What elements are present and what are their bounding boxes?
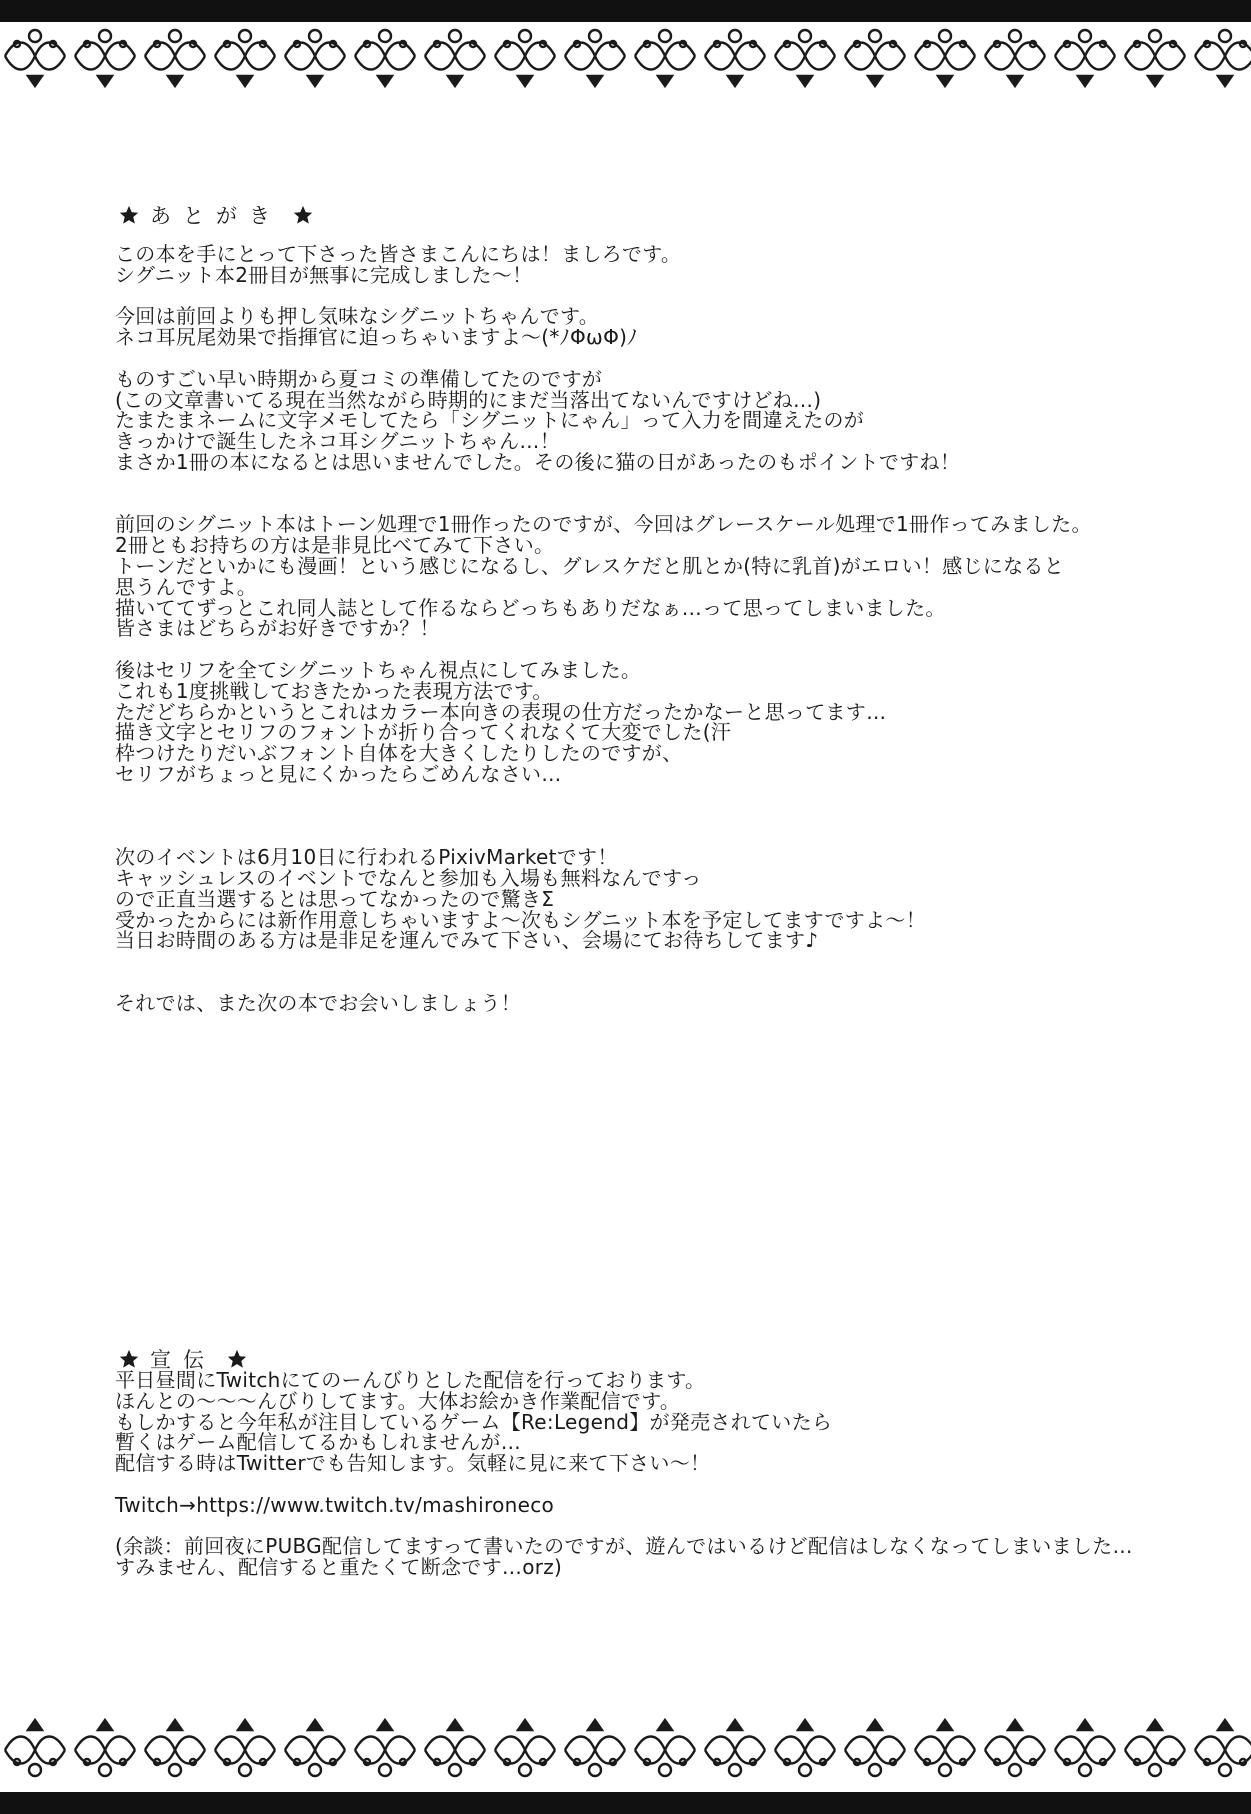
border-ornament bbox=[845, 1720, 905, 1776]
afterword-title: あとがき bbox=[150, 204, 282, 228]
afterword-line: 受かったからには新作用意しちゃいますよ〜次もシグニット本を予定してますですよ〜！ bbox=[115, 907, 926, 932]
border-ornament bbox=[705, 1720, 765, 1776]
border-ornament bbox=[775, 30, 835, 86]
afterword-line: 描き文字とセリフのフォントが折り合ってくれなくて大変でした(汗 bbox=[115, 720, 732, 745]
afterword-line: ものすごい早い時期から夏コミの準備してたのですが bbox=[115, 366, 603, 391]
afterword-line: 皆さまはどちらがお好きですか？！ bbox=[115, 616, 440, 641]
promo-line: 配信する時はTwitterでも告知します。気軽に見に来て下さい〜！ bbox=[115, 1451, 711, 1476]
bottom-ornament-border bbox=[0, 1708, 1251, 1792]
afterword-line: ので正直当選するとは思ってなかったので驚きΣ bbox=[115, 886, 555, 911]
afterword-line bbox=[115, 473, 1092, 494]
promo-line: すみません、配信すると重たくて断念です…orz) bbox=[115, 1555, 563, 1580]
afterword-line bbox=[115, 639, 1092, 660]
afterword-line: 後はセリフを全てシグニットちゃん視点にしてみました。 bbox=[115, 657, 642, 682]
border-ornament bbox=[845, 30, 905, 86]
border-ornament bbox=[495, 30, 555, 86]
afterword-line: セリフがちょっと見にくかったらごめんなさい… bbox=[115, 761, 562, 786]
promo-body bbox=[115, 1370, 1133, 1578]
top-ornament-border bbox=[0, 22, 1251, 90]
afterword-line: ただどちらかというとこれはカラー本向きの表現の仕方だったかなーと思ってます… bbox=[115, 699, 887, 724]
afterword-line: 当日お時間のある方は是非足を運んでみて下さい、会場にてお待ちしてます♪ bbox=[115, 928, 819, 953]
border-ornament bbox=[215, 1720, 275, 1776]
border-ornament bbox=[775, 1720, 835, 1776]
promo-line: 暫くはゲーム配信してるかもしれませんが… bbox=[115, 1430, 521, 1455]
border-ornament bbox=[75, 1720, 135, 1776]
star-icon bbox=[118, 204, 140, 226]
border-ornament bbox=[215, 30, 275, 86]
star-icon bbox=[226, 1348, 248, 1370]
afterword-line: きっかけで誕生したネコ耳シグニットちゃん…！ bbox=[115, 429, 560, 454]
afterword-line bbox=[115, 494, 1092, 515]
border-ornament bbox=[5, 1720, 65, 1776]
promo-line: ほんとの〜〜〜んびりしてます。大体お絵かき作業配信です。 bbox=[115, 1388, 681, 1413]
afterword-line bbox=[115, 785, 1092, 806]
afterword-line: トーンだといかにも漫画！という感じになるし、グレスケだと肌とか(特に乳首)がエロい！感じになると bbox=[115, 553, 1065, 578]
afterword-line: 今回は前回よりも押し気味なシグニットちゃんです。 bbox=[115, 304, 599, 329]
promo-line: (余談：前回夜にPUBG配信してますって書いたのですが、遊んではいるけど配信はしなくなってしまいました… bbox=[115, 1534, 1133, 1559]
promo-line: 平日昼間にTwitchにてのーんびりとした配信を行っております。 bbox=[115, 1368, 706, 1392]
border-ornament bbox=[1195, 30, 1251, 86]
afterword-line bbox=[115, 826, 1092, 847]
afterword-line bbox=[115, 286, 1092, 307]
border-ornament bbox=[1055, 30, 1115, 86]
promo-line[interactable]: Twitch→https://www.twitch.tv/mashironeco bbox=[115, 1492, 555, 1517]
border-ornament bbox=[285, 30, 345, 86]
border-ornament bbox=[425, 30, 485, 86]
star-icon bbox=[292, 204, 314, 226]
promo-line bbox=[115, 1474, 1133, 1495]
promo-title: 宣伝 bbox=[150, 1348, 216, 1372]
promo-line: もしかすると今年私が注目しているゲーム【Re:Legend】が発売されていたら bbox=[115, 1409, 833, 1434]
border-ornament bbox=[5, 30, 65, 86]
afterword-line: 描いててずっとこれ同人誌として作るならどっちもありだなぁ…って思ってしまいました。 bbox=[115, 595, 946, 620]
border-ornament bbox=[985, 30, 1045, 86]
border-ornament bbox=[635, 1720, 695, 1776]
afterword-body bbox=[115, 244, 1092, 1013]
border-ornament bbox=[1125, 1720, 1185, 1776]
afterword-line bbox=[115, 806, 1092, 827]
afterword-line: これも1度挑戦しておきたかった表現方法です。 bbox=[115, 678, 553, 703]
star-icon bbox=[118, 1348, 140, 1370]
afterword-heading bbox=[118, 200, 314, 230]
border-ornament bbox=[1125, 30, 1185, 86]
border-ornament bbox=[285, 1720, 345, 1776]
border-ornament bbox=[425, 1720, 485, 1776]
afterword-line bbox=[115, 951, 1092, 972]
afterword-line: キャッシュレスのイベントでなんと参加も入場も無料なんですっ bbox=[115, 865, 702, 890]
border-ornament bbox=[355, 1720, 415, 1776]
promo-line bbox=[115, 1516, 1133, 1537]
border-ornament bbox=[565, 1720, 625, 1776]
bottom-frame-bar bbox=[0, 1792, 1251, 1814]
border-ornament bbox=[1055, 1720, 1115, 1776]
border-ornament bbox=[75, 30, 135, 86]
afterword-line: 枠つけたりだいぶフォント自体を大きくしたりしたのですが、 bbox=[115, 741, 683, 766]
border-ornament bbox=[705, 30, 765, 86]
afterword-line: まさか1冊の本になるとは思いませんでした。その後に猫の日があったのもポイントですね！ bbox=[115, 449, 961, 474]
border-ornament bbox=[915, 30, 975, 86]
border-ornament bbox=[915, 1720, 975, 1776]
afterword-line: 2冊ともお持ちの方は是非見比べてみて下さい。 bbox=[115, 533, 555, 558]
afterword-line: シグニット本2冊目が無事に完成しました〜！ bbox=[115, 262, 533, 287]
border-ornament bbox=[985, 1720, 1045, 1776]
afterword-line: ネコ耳尻尾効果で指揮官に迫っちゃいますよ〜(*ﾉΦωΦ)ﾉ bbox=[115, 325, 638, 350]
afterword-line: たまたまネームに文字メモしてたら「シグニットにゃん」って入力を間違えたのが bbox=[115, 408, 865, 433]
border-ornament bbox=[355, 30, 415, 86]
afterword-line: この本を手にとって下さった皆さまこんにちは！ましろです。 bbox=[115, 242, 682, 266]
border-ornament bbox=[145, 1720, 205, 1776]
border-ornament bbox=[565, 30, 625, 86]
border-ornament bbox=[495, 1720, 555, 1776]
afterword-line bbox=[115, 348, 1092, 369]
border-ornament bbox=[1195, 1720, 1251, 1776]
border-ornament bbox=[145, 30, 205, 86]
afterword-line: 前回のシグニット本はトーン処理で1冊作ったのですが、今回はグレースケール処理で1冊作ってみました。 bbox=[115, 512, 1092, 537]
afterword-line: 次のイベントは6月10日に行われるPixivMarketです！ bbox=[115, 845, 618, 870]
top-frame-bar bbox=[0, 0, 1251, 22]
border-ornament bbox=[635, 30, 695, 86]
afterword-line: 思うんですよ。 bbox=[115, 574, 258, 599]
afterword-line bbox=[115, 972, 1092, 993]
afterword-line: それでは、また次の本でお会いしましょう！ bbox=[115, 990, 521, 1015]
afterword-line: (この文章書いてる現在当然ながら時期的にまだ当落出てないんですけどね…) bbox=[115, 387, 822, 412]
